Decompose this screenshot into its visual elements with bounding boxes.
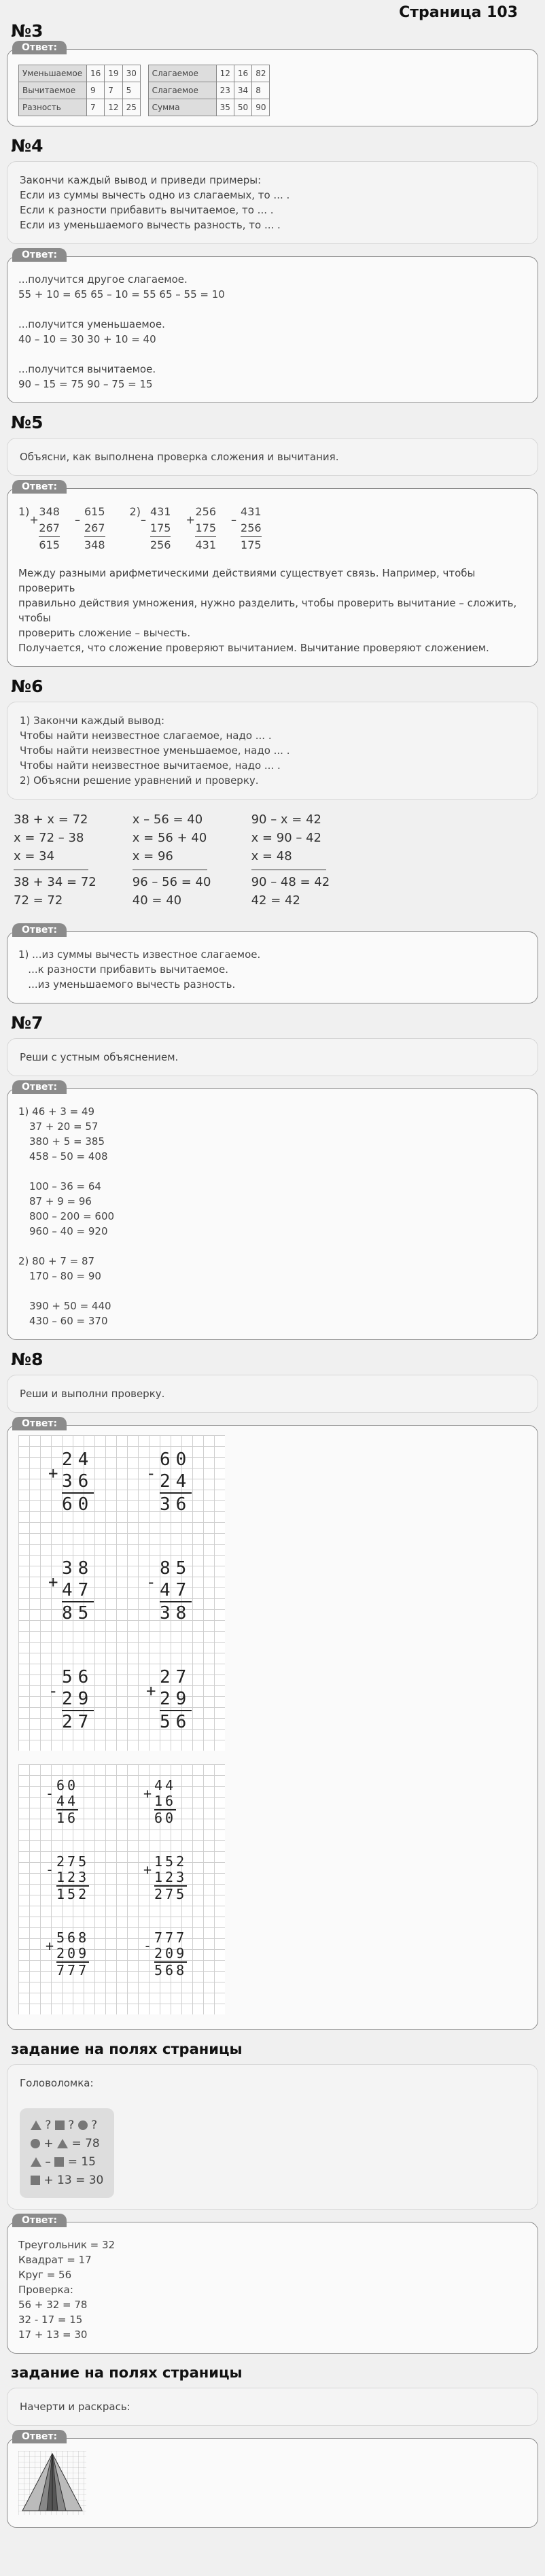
column-calculation <box>74 504 105 553</box>
answer-line: 960 – 40 = 920 <box>29 1225 108 1237</box>
explanation-line: Получается, что сложение проверяют вычитанием. Вычитание проверяют сложением. <box>18 642 489 654</box>
operand-1: 152 <box>154 1853 188 1870</box>
answer-line: ...к разности прибавить вычитаемое. <box>18 963 229 976</box>
answer-line: Квадрат = 17 <box>18 2254 92 2266</box>
operand-1: 348 <box>39 505 60 518</box>
task-7-number: №7 <box>11 1013 43 1033</box>
equation-line: 42 = 42 <box>251 893 300 908</box>
equation-line: 38 + 34 = 72 <box>14 875 96 889</box>
operand-2: 123 <box>154 1869 188 1885</box>
answer-line: 380 + 5 = 385 <box>29 1135 105 1148</box>
operation-sign: - <box>146 1464 162 1483</box>
equation-line: 90 – 48 = 42 <box>251 875 330 889</box>
operation-sign: – <box>74 513 80 526</box>
task-6-prompt <box>7 702 538 800</box>
operand-1: 431 <box>241 505 262 518</box>
answer-line: 17 + 13 = 30 <box>18 2329 88 2341</box>
column-calculation <box>48 1449 94 1515</box>
task-7-prompt: Реши с устным объяснением. <box>7 1038 538 1076</box>
grid-paper-2 <box>18 1764 225 2014</box>
operand-1: 60 <box>160 1449 192 1470</box>
answer-line: 390 + 50 = 440 <box>29 1300 111 1312</box>
margin-task-1-answer <box>7 2215 538 2354</box>
operation-sign: + <box>143 1785 155 1802</box>
table-cell: 90 <box>252 99 270 116</box>
answer-line: 430 – 60 = 370 <box>29 1315 108 1327</box>
operand-1: 60 <box>56 1777 79 1793</box>
column-calculation <box>46 1853 90 1902</box>
operand-2: 267 <box>84 521 105 534</box>
table-cell: 9 <box>87 82 105 99</box>
task-8-prompt: Реши и выполни проверку. <box>7 1375 538 1413</box>
result: 568 <box>154 1962 188 1978</box>
table-row <box>19 99 141 116</box>
result: 36 <box>160 1494 192 1515</box>
answer-label: Ответ: <box>12 248 67 262</box>
answer-line: 55 + 10 = 65 65 – 10 = 55 65 – 55 = 10 <box>18 288 225 300</box>
column-calculation <box>46 1929 90 1978</box>
column-calculation <box>143 1853 188 1902</box>
result: 256 <box>150 536 171 553</box>
operand-1: 256 <box>195 505 217 518</box>
square-icon <box>55 2120 65 2130</box>
task-3-number: №3 <box>11 21 43 41</box>
table-cell: 35 <box>216 99 234 116</box>
answer-line: 56 + 32 = 78 <box>18 2299 88 2311</box>
table-cell: 19 <box>105 65 122 82</box>
operand-1: 85 <box>160 1558 192 1579</box>
table-cell: 34 <box>234 82 251 99</box>
explanation-line: Между разными арифметическими действиями существует связь. Например, чтобы проверить <box>18 567 476 594</box>
puzzle-box: ? ? ? + = 78 – = 15 + 13 = 30 <box>20 2108 114 2198</box>
triangle-drawing <box>18 2451 86 2515</box>
prompt-line: Чтобы найти неизвестное вычитаемое, надо ... . <box>20 759 281 772</box>
task-4-number: №4 <box>11 136 43 156</box>
page-title: Страница 103 <box>399 4 518 21</box>
answer-line: Круг = 56 <box>18 2269 72 2281</box>
operand-1: 44 <box>154 1777 177 1793</box>
table-cell: Слагаемое <box>148 65 216 82</box>
result: 348 <box>84 536 105 553</box>
answer-line: 170 – 80 = 90 <box>29 1270 101 1282</box>
task-3-table-subtraction <box>18 65 141 116</box>
result: 175 <box>241 536 262 553</box>
result: 60 <box>154 1810 177 1826</box>
task-5-prompt: Объясни, как выполнена проверка сложения и вычитания. <box>7 438 538 476</box>
column-calculation <box>46 1777 79 1826</box>
answer-line: Проверка: <box>18 2284 73 2296</box>
answer-label: Ответ: <box>12 41 67 54</box>
margin-task-2-prompt: Начерти и раскрась: <box>7 2388 538 2426</box>
equation-line: x = 34 <box>14 849 55 863</box>
equation-line: 72 = 72 <box>14 893 63 908</box>
answer-line: 32 - 17 = 15 <box>18 2314 83 2326</box>
answer-line: ...получится другое слагаемое. <box>18 273 188 286</box>
operation-sign: + <box>146 1681 162 1700</box>
task-6-answer <box>7 925 538 1003</box>
answer-line: 40 – 10 = 30 30 + 10 = 40 <box>18 333 156 345</box>
margin-task-1-prompt: Головоломка: ? ? ? + = 78 – = 15 + 13 = 30 <box>7 2064 538 2210</box>
operation-sign: – <box>140 513 146 526</box>
task-7-answer <box>7 1082 538 1340</box>
operation-sign: + <box>186 513 195 526</box>
answer-line: 458 – 50 = 408 <box>29 1150 108 1163</box>
operand-2: 175 <box>150 521 171 534</box>
operand-1: 24 <box>62 1449 94 1470</box>
answer-line <box>18 347 527 362</box>
table-cell: 50 <box>234 99 251 116</box>
prompt-line: Если из уменьшаемого вычесть разность, то ... . <box>20 219 281 231</box>
equation-1 <box>14 810 129 910</box>
table-cell: 16 <box>87 65 105 82</box>
column-calculation <box>231 504 262 553</box>
operation-sign: + <box>143 1861 155 1878</box>
answer-line <box>18 1284 527 1299</box>
equation-line: 40 = 40 <box>132 893 182 908</box>
operand-1: 431 <box>150 505 171 518</box>
prompt-line: Чтобы найти неизвестное уменьшаемое, надо ... . <box>20 744 290 757</box>
result: 38 <box>160 1603 192 1624</box>
equation-line: x = 48 <box>251 849 292 863</box>
result: 60 <box>62 1494 94 1515</box>
answer-line: 800 – 200 = 600 <box>29 1210 115 1222</box>
operand-1: 27 <box>160 1667 192 1687</box>
margin-task-1-heading: задание на полях страницы <box>11 2041 243 2057</box>
operand-1: 275 <box>56 1853 90 1870</box>
operation-sign: - <box>48 1681 64 1700</box>
task-8-answer <box>7 1418 538 2030</box>
result: 152 <box>56 1886 90 1902</box>
answer-line <box>18 302 527 317</box>
operand-1: 615 <box>84 505 105 518</box>
circle-icon <box>31 2139 40 2148</box>
operand-2: 256 <box>241 521 262 534</box>
circle-icon <box>78 2120 88 2130</box>
column-calculation <box>48 1666 94 1733</box>
result: 615 <box>39 536 60 553</box>
task-8-number: №8 <box>11 1350 43 1369</box>
answer-line <box>18 1164 527 1179</box>
explanation-line: правильно действия умножения, нужно разделить, чтобы проверить вычитание – сложить, чтобы <box>18 597 517 624</box>
answer-label: Ответ: <box>12 1417 67 1430</box>
answer-line: 1) ...из суммы вычесть известное слагаемое. <box>18 948 261 961</box>
table-cell: 23 <box>216 82 234 99</box>
result: 56 <box>160 1712 192 1732</box>
grid-paper-1 <box>18 1435 225 1751</box>
table-cell: 12 <box>216 65 234 82</box>
operand-1: 56 <box>62 1667 94 1687</box>
answer-label: Ответ: <box>12 2430 67 2443</box>
operand-2: 123 <box>56 1869 90 1885</box>
task-4-answer <box>7 250 538 403</box>
result: 431 <box>195 536 216 553</box>
prompt-line: 2) Объясни решение уравнений и проверку. <box>20 774 259 787</box>
operand-2: 24 <box>160 1471 192 1494</box>
operation-sign: - <box>46 1861 57 1878</box>
operand-2: 16 <box>154 1793 177 1809</box>
operand-2: 44 <box>56 1793 79 1809</box>
prompt-line: Закончи каждый вывод и приведи примеры: <box>20 174 262 186</box>
operation-sign: - <box>143 1938 155 1954</box>
answer-label: Ответ: <box>12 1080 67 1094</box>
prompt-line: Если из суммы вычесть одно из слагаемых, то ... . <box>20 189 290 201</box>
answer-line: 90 – 15 = 75 90 – 75 = 15 <box>18 378 153 390</box>
operand-1: 568 <box>56 1929 90 1946</box>
operation-sign: + <box>46 1938 57 1954</box>
margin-task-2-answer <box>7 2431 538 2528</box>
answer-line: 1) 46 + 3 = 49 <box>18 1105 95 1118</box>
table-cell: 7 <box>87 99 105 116</box>
equation-3 <box>251 810 367 910</box>
column-calculation <box>48 1558 94 1624</box>
answer-label: Ответ: <box>12 923 67 937</box>
answer-line: 87 + 9 = 96 <box>29 1195 92 1207</box>
answer-line <box>18 1239 527 1254</box>
table-cell: 16 <box>234 65 251 82</box>
prompt-line: Если к разности прибавить вычитаемое, то ... . <box>20 204 274 216</box>
table-cell: Уменьшаемое <box>19 65 87 82</box>
square-icon <box>54 2157 64 2167</box>
table-cell: 5 <box>122 82 140 99</box>
column-calculation <box>143 1929 188 1978</box>
triangle-icon <box>31 2120 41 2130</box>
operation-sign: – <box>231 513 237 526</box>
table-cell: 82 <box>252 65 270 82</box>
margin-task-2-heading: задание на полях страницы <box>11 2365 243 2381</box>
column-calculation <box>146 1449 192 1515</box>
equation-line: x = 90 – 42 <box>251 831 321 845</box>
answer-line: ...из уменьшаемого вычесть разность. <box>18 978 236 991</box>
table-cell: Слагаемое <box>148 82 216 99</box>
equation-line: x = 72 – 38 <box>14 831 84 845</box>
operand-1: 777 <box>154 1929 188 1946</box>
triangle-icon <box>31 2157 41 2167</box>
answer-line: Треугольник = 32 <box>18 2239 116 2251</box>
prompt-line: Чтобы найти неизвестное слагаемое, надо ... . <box>20 729 272 742</box>
task-4-prompt <box>7 161 538 244</box>
explanation-line: проверить сложение – вычесть. <box>18 627 191 639</box>
answer-line: 100 – 36 = 64 <box>29 1180 101 1192</box>
table-cell: 12 <box>105 99 122 116</box>
task-6-equations <box>7 806 538 919</box>
result: 16 <box>56 1810 79 1826</box>
operand-2: 267 <box>39 521 60 534</box>
table-row <box>19 82 141 99</box>
square-icon <box>31 2176 40 2185</box>
result: 27 <box>62 1712 94 1732</box>
task-6-number: №6 <box>11 676 43 696</box>
equation-line: 38 + x = 72 <box>14 812 88 827</box>
equation-line: x = 96 <box>132 849 173 863</box>
table-row <box>148 99 270 116</box>
equation-2 <box>133 810 248 910</box>
table-cell: 30 <box>122 65 140 82</box>
answer-label: Ответ: <box>12 2214 67 2227</box>
label-1: 1) <box>18 505 30 518</box>
prompt-line: 1) Закончи каждый вывод: <box>20 715 165 727</box>
column-calculation <box>146 1666 192 1733</box>
equation-line: x = 56 + 40 <box>132 831 207 845</box>
answer-line: ...получится уменьшаемое. <box>18 318 165 330</box>
operand-2: 209 <box>56 1945 90 1961</box>
table-row <box>19 65 141 82</box>
operand-2: 29 <box>62 1688 94 1711</box>
table-row <box>148 82 270 99</box>
column-calculation <box>29 504 60 553</box>
table-cell: Вычитаемое <box>19 82 87 99</box>
answer-line: ...получится вычитаемое. <box>18 363 156 375</box>
table-cell: 7 <box>105 82 122 99</box>
table-row <box>148 65 270 82</box>
operation-sign: - <box>146 1573 162 1592</box>
operand-2: 209 <box>154 1945 188 1961</box>
result: 275 <box>154 1886 188 1902</box>
operand-2: 36 <box>62 1471 94 1494</box>
table-cell: 8 <box>252 82 270 99</box>
operation-sign: + <box>48 1464 64 1483</box>
operand-1: 38 <box>62 1558 94 1579</box>
answer-label: Ответ: <box>12 480 67 494</box>
label-2: 2) <box>129 505 141 518</box>
operand-2: 175 <box>195 521 217 534</box>
column-calculation <box>140 504 171 553</box>
operation-sign: + <box>29 513 39 526</box>
answer-line: 37 + 20 = 57 <box>29 1120 99 1133</box>
table-cell: 25 <box>122 99 140 116</box>
task-5-number: №5 <box>11 413 43 432</box>
operation-sign: + <box>48 1573 64 1592</box>
answer-line: 2) 80 + 7 = 87 <box>18 1255 95 1267</box>
task-3-table-addition <box>148 65 270 116</box>
table-cell: Разность <box>19 99 87 116</box>
triangle-icon <box>57 2139 68 2148</box>
operation-sign: - <box>46 1785 57 1802</box>
column-calculation <box>186 504 217 553</box>
result: 777 <box>56 1962 90 1978</box>
column-calculation <box>143 1777 177 1826</box>
table-cell: Сумма <box>148 99 216 116</box>
task-5-answer <box>7 481 538 667</box>
column-calculation <box>146 1558 192 1624</box>
equation-line: 90 – x = 42 <box>251 812 321 827</box>
operand-2: 47 <box>160 1579 192 1602</box>
task-3-answer <box>7 42 538 126</box>
operand-2: 47 <box>62 1579 94 1602</box>
result: 85 <box>62 1603 94 1624</box>
equation-line: 96 – 56 = 40 <box>132 875 211 889</box>
operand-2: 29 <box>160 1688 192 1711</box>
equation-line: x – 56 = 40 <box>132 812 203 827</box>
